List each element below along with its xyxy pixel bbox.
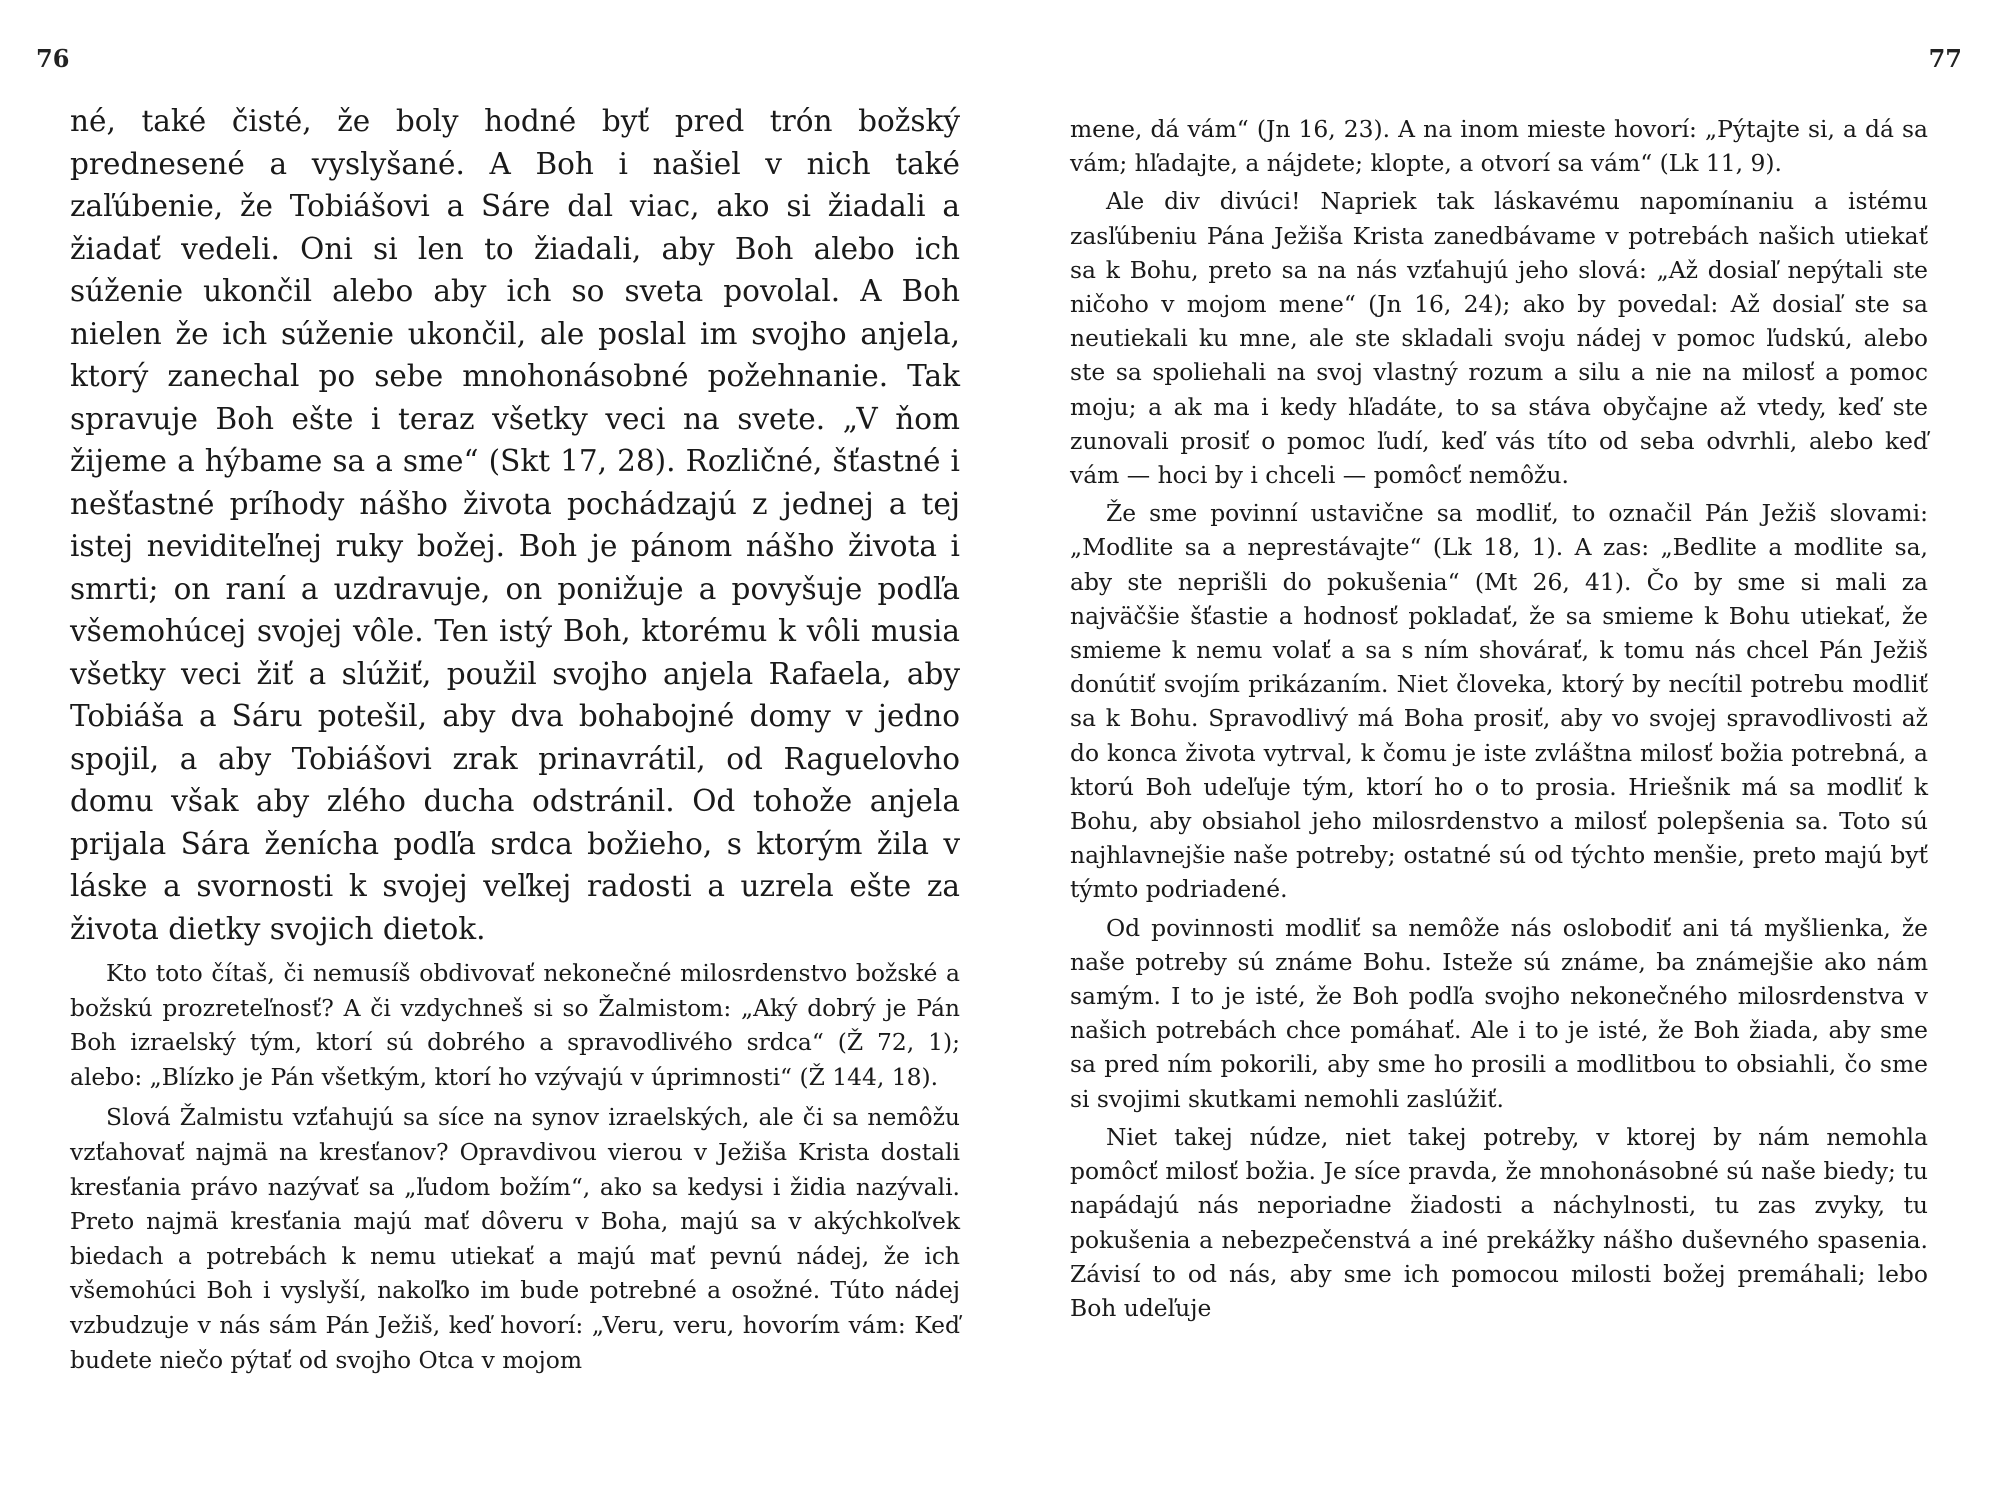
paragraph: Slová Žalmistu vzťahujú sa síce na synov izraelských, ale či sa nemôžu vzťahovať najmä na kresťanov? Opravdivou vierou v Ježiša Krista dostali kresťania právo nazývať sa „ľudom božím“, ako sa kedysi i židia nazývali. Preto najmä kresťania majú mať dôveru v Boha, majú sa v akýchkoľvek biedach a potrebách k nemu utiekať a majú mať pevnú nádej, že ich všemohúci Boh i vyslyší, nakoľko im bude potrebné a osožné. Túto nádej vzbudzuje v nás sám Pán Ježiš, keď hovorí: „Veru, veru, hovorím vám: Keď budete niečo pýtať od svojho Otca v mojom	[70, 1103, 960, 1374]
paragraph: Ale div divúci! Napriek tak láskavému napomínaniu a istému zasľúbeniu Pána Ježiša Krista zanedbávame v potrebách našich utiekať sa k Bohu, preto sa na nás vzťahujú jeho slová: „Až dosiaľ nepýtali ste ničoho v mojom mene“ (Jn 16, 24); ako by povedal: Až dosiaľ ste sa neutiekali ku mne, ale ste skladali svoju nádej v pomoc ľudskú, alebo ste sa spoliehali na svoj vlastný rozum a silu a nie na milosť a pomoc moju; a ak ma i kedy hľadáte, to sa stáva obyčajne až vtedy, keď ste zunovali prosiť o pomoc ľudí, keď vás títo od seba odvrhli, alebo keď vám — hoci by i chceli — pomôcť nemôžu.	[1070, 187, 1928, 490]
paragraph: Od povinnosti modliť sa nemôže nás oslobodiť ani tá myšlienka, že naše potreby sú známe Bohu. Isteže sú známe, ba známejšie ako nám samým. I to je isté, že Boh podľa svojho nekonečného milosrdenstva v našich potrebách chce pomáhať. Ale i to je isté, že Boh žiada, aby sme sa pred ním pokorili, aby sme ho prosili a modlitbou to obsiahli, čo sme si svojimi skutkami nemohli zaslúžiť.	[1070, 913, 1928, 1113]
paragraph: né, také čisté, že boly hodné byť pred trón božský prednesené a vyslyšané. A Boh i našiel v nich také zaľúbenie, že Tobiášovi a Sáre dal viac, ako si žiadali a žiadať vedeli. Oni si len to žiadali, aby Boh alebo ich súženie ukončil alebo aby ich so sveta povolal. A Boh nielen že ich súženie ukončil, ale poslal im svojho anjela, ktorý zanechal po sebe mnohonásobné požehnanie. Tak spravuje Boh ešte i teraz všetky veci na svete. „V ňom žijeme a hýbame sa a sme“ (Skt 17, 28). Rozličné, šťastné i nešťastné príhody nášho života pochádzajú z jednej a tej istej neviditeľnej ruky božej. Boh je pánom nášho života i smrti; on raní a uzdravuje, on ponižuje a povyšuje podľa všemohúcej svojej vôle. Ten istý Boh, ktorému k vôli musia všetky veci žiť a slúžiť, použil svojho anjela Rafaela, aby Tobiáša a Sáru potešil, aby dva bohabojné domy v jedno spojil, a aby Tobiášovi zrak prinavrátil, od Raguelovho domu však aby zlého ducha odstránil. Od tohože anjela prijala Sára ženícha podľa srdca božieho, s ktorým žila v láske a svornosti k svojej veľkej radosti a uzrela ešte za života dietky svojich dietok.	[70, 104, 960, 946]
page-number-right: 77	[1928, 44, 1962, 73]
paragraph: mene, dá vám“ (Jn 16, 23). A na inom mieste hovorí: „Pýtajte si, a dá sa vám; hľadajte, a nájdete; klopte, a otvorí sa vám“ (Lk 11, 9).	[1070, 115, 1928, 178]
page-number-left: 76	[36, 44, 70, 73]
right-page-text	[1070, 112, 1928, 1325]
right-page	[1006, 0, 2012, 1500]
left-page-text	[70, 100, 960, 1377]
paragraph: Niet takej núdze, niet takej potreby, v ktorej by nám nemohla pomôcť milosť božia. Je síce pravda, že mnohonásobné sú naše biedy; tu napádajú nás neporiadne žiadosti a náchylnosti, tu zas zvyky, tu pokušenia a nebezpečenstvá a iné prekážky nášho duševného spasenia. Závisí to od nás, aby sme ich pomocou milosti božej premáhali; lebo Boh udeľuje	[1070, 1122, 1928, 1322]
paragraph: Že sme povinní ustavične sa modliť, to označil Pán Ježiš slovami: „Modlite sa a neprestávajte“ (Lk 18, 1). A zas: „Bedlite a modlite sa, aby ste neprišli do pokušenia“ (Mt 26, 41). Čo by sme si mali za najväčšie šťastie a hodnosť pokladať, že sa smieme k Bohu utiekať, že smieme k nemu volať a sa s ním shovárať, k tomu nás chcel Pán Ježiš donútiť svojím prikázaním. Niet človeka, ktorý by necítil potrebu modliť sa k Bohu. Spravodlivý má Boha prosiť, aby vo svojej spravodlivosti až do konca života vytrval, k čomu je iste zvláštna milosť božia potrebná, a ktorú Boh udeľuje tým, ktorí ho o to prosia. Hriešnik má sa modliť k Bohu, aby obsiahol jeho milosrdenstvo a milosť polepšenia sa. Toto sú najhlavnejšie naše potreby; ostatné sú od týchto menšie, preto majú byť týmto podriadené.	[1070, 499, 1928, 904]
paragraph: Kto toto čítaš, či nemusíš obdivovať nekonečné milosrdenstvo božské a božskú prozreteľnosť? A či vzdychneš si so Žalmistom: „Aký dobrý je Pán Boh izraelský tým, ktorí sú dobrého a spravodlivého srdca“ (Ž 72, 1); alebo: „Blízko je Pán všetkým, ktorí ho vzývajú v úprimnosti“ (Ž 144, 18).	[70, 959, 960, 1091]
